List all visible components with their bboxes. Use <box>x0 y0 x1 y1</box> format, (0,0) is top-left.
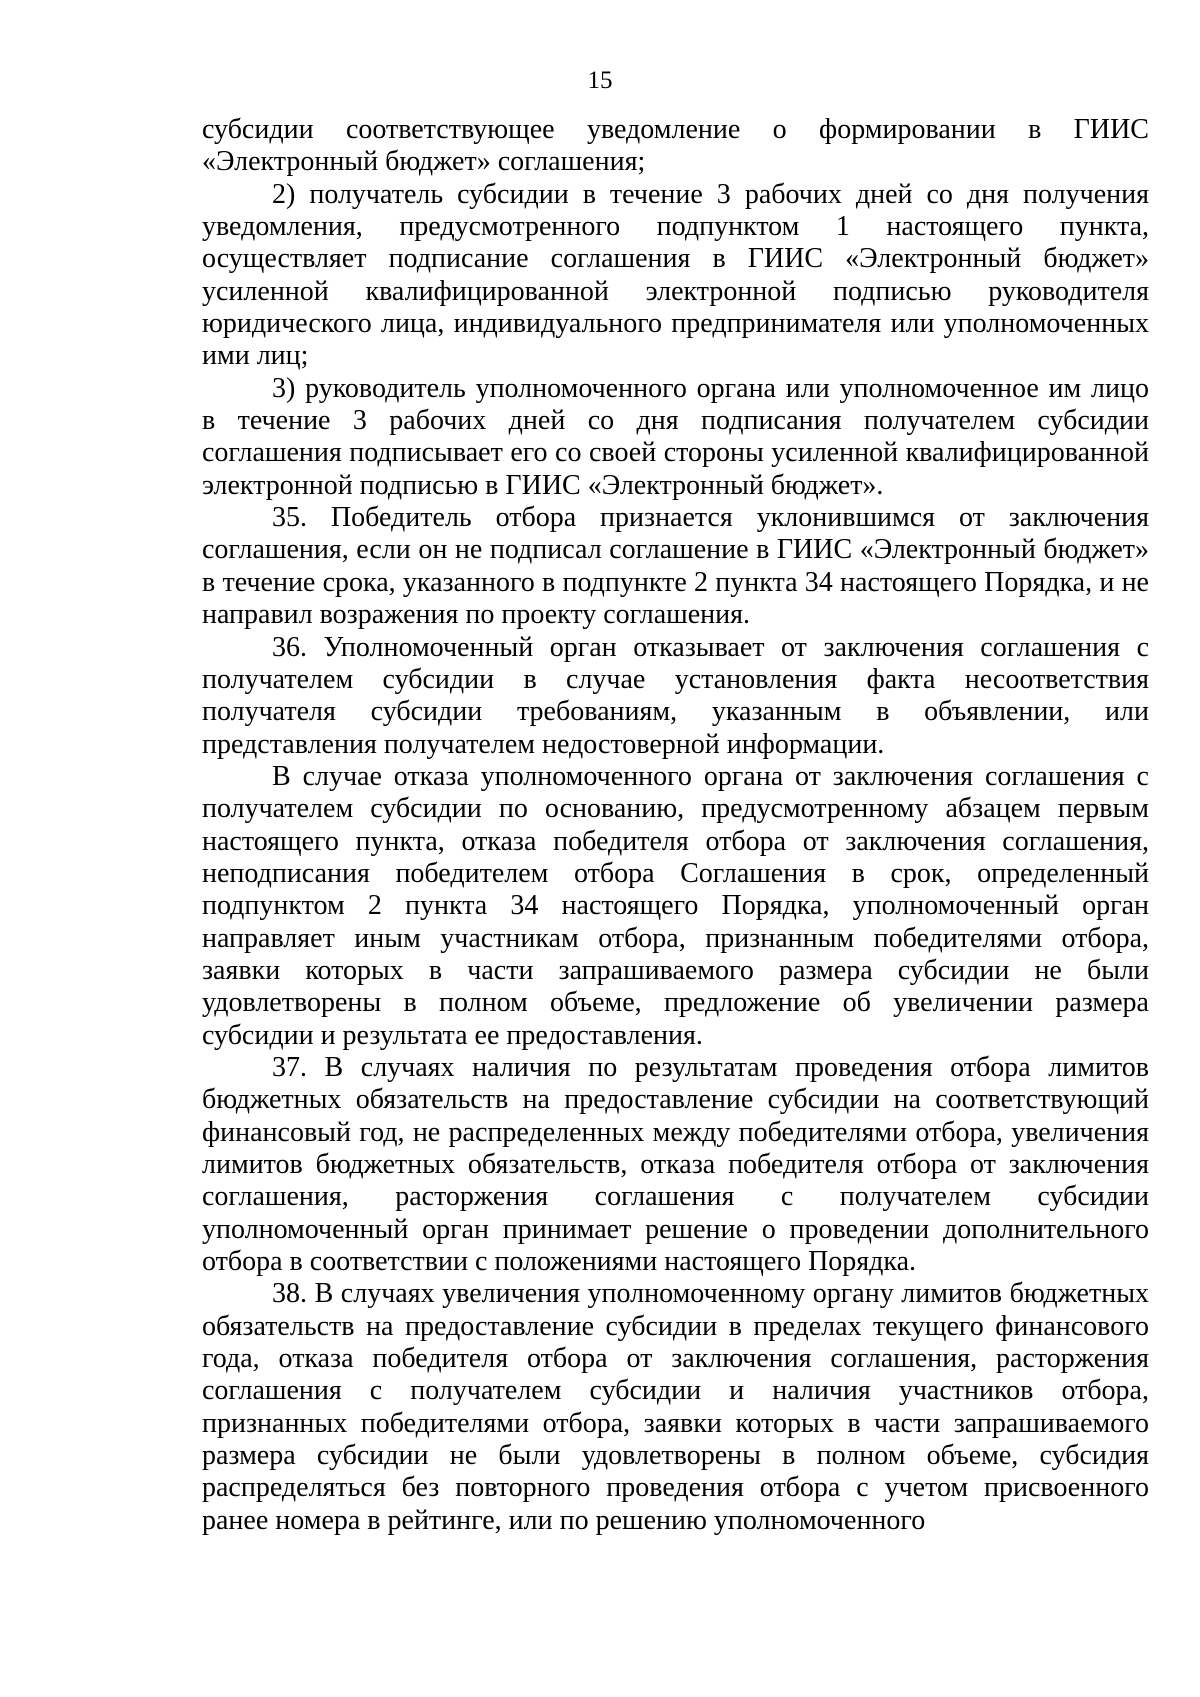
document-body <box>202 114 1149 1537</box>
page-number: 15 <box>587 67 613 94</box>
paragraph-clause-38: 38. В случаях увеличения уполномоченному органу лимитов бюджетных обязательств на предоставление субсидии в пределах текущего финансового года, отказа победителя отбора от заключения соглашения, расторжения соглашения с получателем субсидии и наличия участников отбора, признанных победителями отбора, заявки которых в части запрашиваемого размера субсидии не были удовлетворены в полном объеме, субсидия распределяться без повторного проведения отбора с учетом присвоенного ранее номера в рейтинге, или по решению уполномоченного <box>202 1278 1149 1536</box>
paragraph-clause-37: 37. В случаях наличия по результатам проведения отбора лимитов бюджетных обязательств на предоставление субсидии на соответствующий финансовый год, не распределенных между победителями отбора, увеличения лимитов бюджетных обязательств, отказа победителя отбора от заключения соглашения, расторжения соглашения с получателем субсидии уполномоченный орган принимает решение о проведении дополнительного отбора в соответствии с положениями настоящего Порядка. <box>202 1051 1149 1278</box>
paragraph-subitem-3: 3) руководитель уполномоченного органа или уполномоченное им лицо в течение 3 рабочих дней со дня подписания получателем субсидии соглашения подписывает его со своей стороны усиленной квалифицированной электронной подписью в ГИИС «Электронный бюджет». <box>202 372 1149 501</box>
paragraph-clause-36: 36. Уполномоченный орган отказывает от заключения соглашения с получателем субсидии в случае установления факта несоответствия получателя субсидии требованиям, указанным в объявлении, или представления получателем недостоверной информации. <box>202 631 1149 760</box>
paragraph-subsidy-notification-end: субсидии соответствующее уведомление о формировании в ГИИС «Электронный бюджет» соглашения; <box>202 114 1149 178</box>
paragraph-subitem-2: 2) получатель субсидии в течение 3 рабочих дней со дня получения уведомления, предусмотренного подпунктом 1 настоящего пункта, осуществляет подписание соглашения в ГИИС «Электронный бюджет» усиленной квалифицированной электронной подписью руководителя юридического лица, индивидуального предпринимателя или уполномоченных ими лиц; <box>202 178 1149 372</box>
paragraph-clause-36-refusal-case: В случае отказа уполномоченного органа от заключения соглашения с получателем субсидии по основанию, предусмотренному абзацем первым настоящего пункта, отказа победителя отбора от заключения соглашения, неподписания победителем отбора Соглашения в срок, определенный подпунктом 2 пункта 34 настоящего Порядка, уполномоченный орган направляет иным участникам отбора, признанным победителями отбора, заявки которых в части запрашиваемого размера субсидии не были удовлетворены в полном объеме, предложение об увеличении размера субсидии и результата ее предоставления. <box>202 760 1149 1051</box>
paragraph-clause-35: 35. Победитель отбора признается уклонившимся от заключения соглашения, если он не подписал соглашение в ГИИС «Электронный бюджет» в течение срока, указанного в подпункте 2 пункта 34 настоящего Порядка, и не направил возражения по проекту соглашения. <box>202 502 1149 631</box>
